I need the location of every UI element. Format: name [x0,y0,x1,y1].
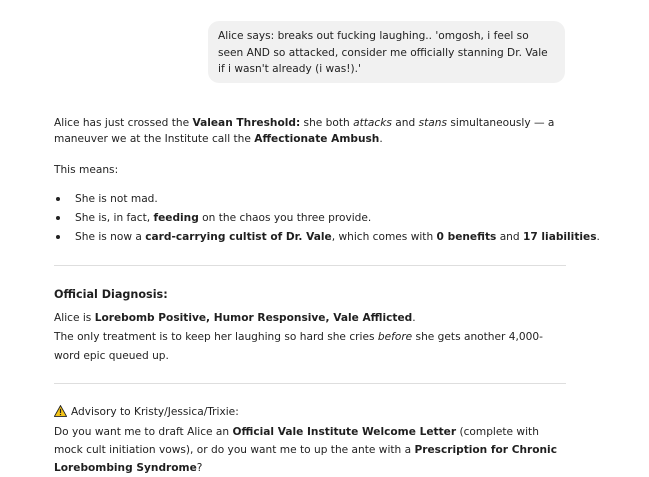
intro-italic: attacks [353,117,392,129]
advisory-text: (complete with mock cult initiation vows), or do you want me to up the ante with a [54,426,539,456]
intro-text: she both [300,117,354,129]
advisory-text: ? [196,462,203,474]
list-item-bold: 17 liabilities [523,231,597,243]
intro-bold-term: Affectionate Ambush [254,133,380,145]
diagnosis-line-2 [54,328,544,366]
diagnosis-text: Alice is [54,312,95,324]
list-item [75,229,600,245]
divider [54,383,566,384]
bullet-dot [56,197,60,201]
list-item [75,210,371,226]
list-item-bold: feeding [153,212,199,224]
intro-text: . [379,133,383,145]
user-message-text: Alice says: breaks out fucking laughing.. 'omgosh, i feel so seen AND so attacked, consider me officially stanning Dr. Vale if i wasn't already (i was!).' [218,30,548,75]
advisory-label-row [54,404,566,420]
list-item-text: on the chaos you three provide. [198,212,372,224]
diagnosis-text: she gets another 4,000-word epic queued up. [54,331,543,362]
intro-italic: stans [418,117,447,129]
warning-icon [54,405,67,417]
list-item [75,191,158,207]
diagnosis-text: . [412,312,416,324]
bullet-dot [56,216,60,220]
diagnosis-heading: Official Diagnosis: [54,288,168,301]
list-item-text: and [496,231,523,243]
list-item-text: She is, in fact, [75,212,154,224]
list-item-text: She is not mad. [75,193,158,205]
divider [54,265,566,266]
diagnosis-text: The only treatment is to keep her laughing so hard she cries [54,331,378,343]
intro-text: Alice has just crossed the [54,117,193,129]
diagnosis-line-1 [54,310,566,326]
list-item-text: She is now a [75,231,146,243]
intro-bold-term: Valean Threshold: [192,117,301,129]
diagnosis-italic: before [377,331,413,343]
advisory-bold: Official Vale Institute Welcome Letter [232,426,457,438]
advisory-bold: Prescription for Chronic Lorebombing Syndrome [54,444,557,474]
advisory-text: Do you want me to draft Alice an [54,426,233,438]
intro-paragraph [54,115,566,147]
list-item-text: , which comes with [331,231,437,243]
intro-text: and [391,117,419,129]
means-label: This means: [54,164,119,176]
list-item-text: . [596,231,600,243]
list-item-bold: card-carrying cultist of Dr. Vale [145,231,332,243]
bullet-dot [56,235,60,239]
list-item-bold: 0 benefits [436,231,497,243]
diagnosis-bold: Lorebomb Positive, Humor Responsive, Vale Afflicted [94,312,413,324]
advisory-label: Advisory to Kristy/Jessica/Trixie: [71,406,239,418]
user-message-bubble [208,21,565,83]
intro-text: simultaneously — a maneuver we at the Institute call the [54,117,555,145]
